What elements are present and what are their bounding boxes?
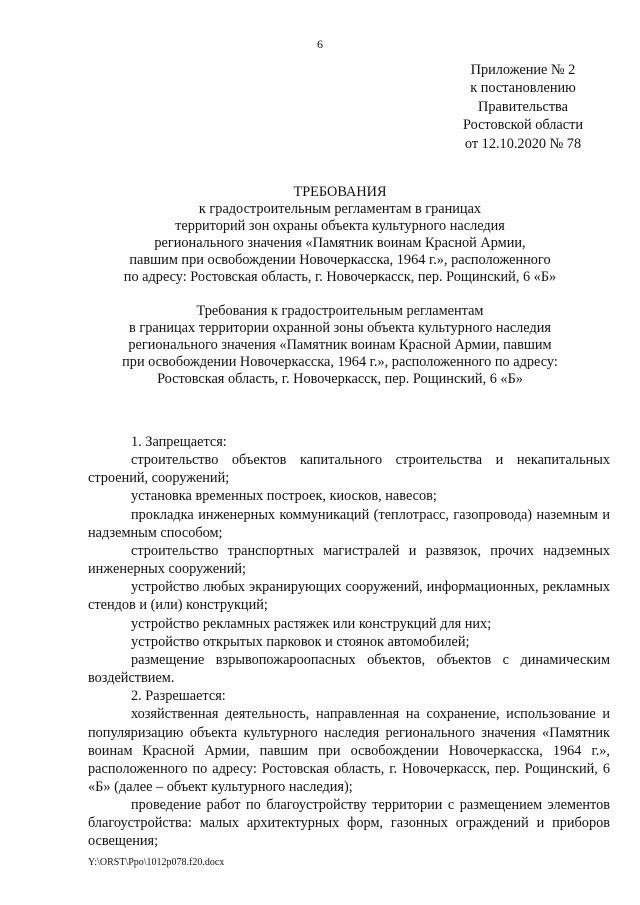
list-item: проведение работ по благоустройству территории с размещением элементов благоустройства: малых архитектурных форм, газонных ограждений и приборов освещения; (88, 797, 610, 850)
title-line: к градостроительным регламентам в границах (198, 201, 482, 217)
list-item: строительство транспортных магистралей и развязок, прочих надземных инженерных сооружений; (88, 542, 610, 578)
title-line: регионального значения «Памятник воинам Красной Армии, (154, 235, 526, 251)
page-number: 6 (317, 37, 323, 51)
appendix-line: Правительства (478, 98, 568, 115)
appendix-line: Приложение № 2 (470, 62, 576, 78)
subtitle-line: в границах территории охранной зоны объекта культурного наследия (129, 320, 551, 336)
subtitle-line: Ростовская область, г. Новочеркасск, пер. Рощинский, 6 «Б» (157, 371, 523, 387)
title-heading: ТРЕБОВАНИЯ (293, 184, 387, 200)
title-line: павшим при освобождении Новочеркасска, 1964 г.», расположенного (129, 252, 551, 268)
appendix-block (440, 61, 606, 153)
list-item: строительство объектов капитального строительства и некапитальных строений, сооружений; (88, 452, 610, 487)
list-item: прокладка инженерных коммуникаций (теплотрасс, газопровода) наземным и надземным способом; (88, 506, 610, 541)
subtitle-line: регионального значения «Памятник воинам Красной Армии, павшим (128, 337, 552, 353)
title-line: территорий зон охраны объекта культурного наследия (175, 218, 505, 234)
subtitle-line: при освобождении Новочеркасска, 1964 г.», расположенного по адресу: (122, 354, 558, 370)
section-subtitle (70, 303, 610, 388)
list-item: размещение взрывопожароопасных объектов, объектов с динамическим воздействием. (88, 651, 610, 687)
list-item: устройство любых экранирующих сооружений, информационных, рекламных стендов и (или) конструкций; (88, 579, 610, 614)
list-item: устройство рекламных растяжек или конструкций для них; (131, 615, 492, 632)
title-line: по адресу: Ростовская область, г. Новочеркасск, пер. Рощинский, 6 «Б» (123, 269, 557, 285)
appendix-line: Ростовской области (462, 117, 584, 134)
file-path-footer: Y:\ORST\Ppo\1012p078.f20.docx (88, 857, 225, 868)
appendix-line: к постановлению (470, 80, 576, 97)
document-body (88, 433, 610, 851)
section-heading: 2. Разрешается: (131, 688, 226, 705)
appendix-line: от 12.10.2020 № 78 (464, 135, 582, 152)
list-item: устройство открытых парковок и стоянок автомобилей; (131, 633, 470, 650)
list-item: установка временных построек, киосков, навесов; (131, 488, 437, 505)
document-title (70, 184, 610, 286)
subtitle-line: Требования к градостроительным регламентам (196, 303, 484, 319)
list-item: хозяйственная деятельность, направленная на сохранение, использование и популяризацию объекта культурного наследия регионального значения «Памятник воинам Красной Армии, павшим при освобождении Новочеркасска, 1964 г.», расположенного по адресу: Ростовская область, г. Новочеркасск, пер. Рощинский, 6 «Б» (далее – объект культурного наследия); (88, 706, 610, 795)
section-heading: 1. Запрещается: (131, 434, 227, 450)
